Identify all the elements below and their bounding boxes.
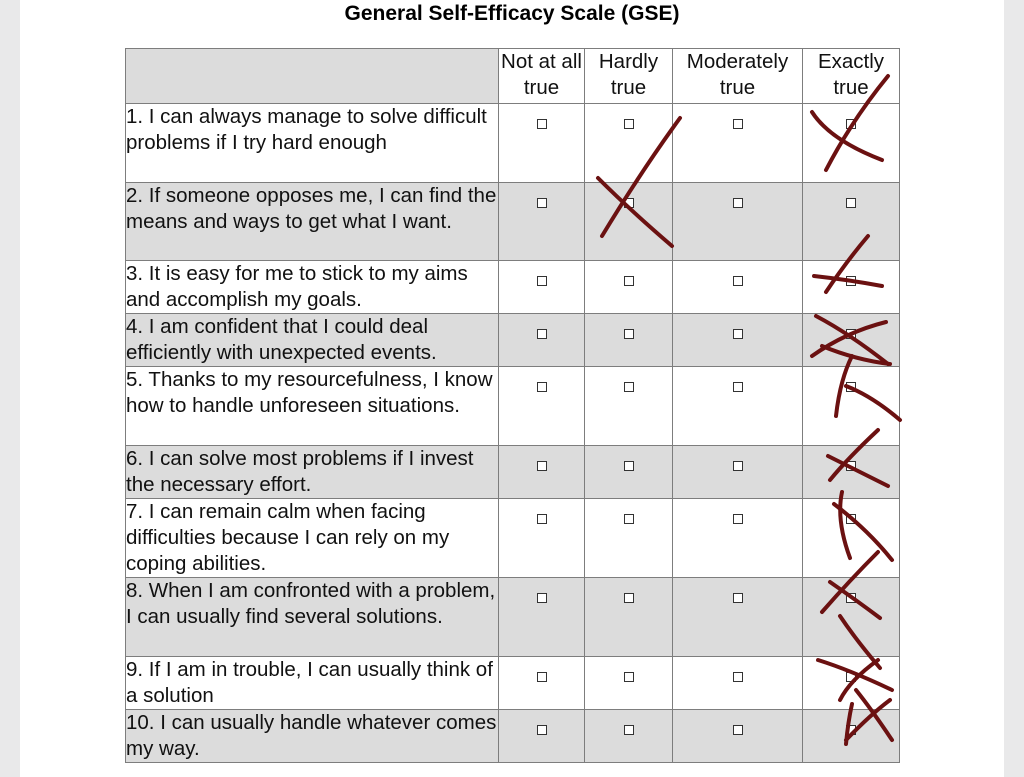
response-cell-exactly-true <box>803 261 900 314</box>
response-cell-exactly-true <box>803 499 900 578</box>
checkbox-hardly-true[interactable] <box>624 593 634 603</box>
response-cell-hardly-true <box>585 499 673 578</box>
response-cell-not-at-all-true <box>499 183 585 261</box>
item-statement: 8. When I am confronted with a problem, I can usually find several solutions. <box>126 578 499 657</box>
column-header-moderately-true: Moderately true <box>673 49 803 104</box>
table-row <box>126 578 900 657</box>
table-row <box>126 261 900 314</box>
response-cell-hardly-true <box>585 710 673 763</box>
checkbox-exactly-true[interactable] <box>846 119 856 129</box>
checkbox-exactly-true[interactable] <box>846 382 856 392</box>
response-cell-moderately-true <box>673 261 803 314</box>
table-row <box>126 367 900 446</box>
table-row <box>126 104 900 183</box>
checkbox-exactly-true[interactable] <box>846 593 856 603</box>
checkbox-exactly-true[interactable] <box>846 198 856 208</box>
column-header-exactly-true: Exactly true <box>803 49 900 104</box>
response-cell-not-at-all-true <box>499 367 585 446</box>
item-statement: 1. I can always manage to solve difficult problems if I try hard enough <box>126 104 499 183</box>
checkbox-exactly-true[interactable] <box>846 725 856 735</box>
column-header-hardly-true: Hardly true <box>585 49 673 104</box>
item-statement: 9. If I am in trouble, I can usually think of a solution <box>126 657 499 710</box>
header-corner-cell <box>126 49 499 104</box>
checkbox-hardly-true[interactable] <box>624 198 634 208</box>
checkbox-not-at-all-true[interactable] <box>537 329 547 339</box>
checkbox-not-at-all-true[interactable] <box>537 198 547 208</box>
response-cell-moderately-true <box>673 710 803 763</box>
item-statement: 3. It is easy for me to stick to my aims and accomplish my goals. <box>126 261 499 314</box>
response-cell-not-at-all-true <box>499 578 585 657</box>
gse-table <box>125 48 900 763</box>
item-statement: 6. I can solve most problems if I invest the necessary effort. <box>126 446 499 499</box>
checkbox-hardly-true[interactable] <box>624 382 634 392</box>
response-cell-hardly-true <box>585 578 673 657</box>
checkbox-exactly-true[interactable] <box>846 276 856 286</box>
response-cell-moderately-true <box>673 314 803 367</box>
checkbox-moderately-true[interactable] <box>733 329 743 339</box>
response-cell-hardly-true <box>585 657 673 710</box>
checkbox-not-at-all-true[interactable] <box>537 461 547 471</box>
table-row <box>126 314 900 367</box>
checkbox-hardly-true[interactable] <box>624 329 634 339</box>
response-cell-hardly-true <box>585 104 673 183</box>
table-row <box>126 657 900 710</box>
response-cell-not-at-all-true <box>499 710 585 763</box>
response-cell-exactly-true <box>803 104 900 183</box>
response-cell-exactly-true <box>803 710 900 763</box>
response-cell-exactly-true <box>803 367 900 446</box>
response-cell-not-at-all-true <box>499 657 585 710</box>
response-cell-hardly-true <box>585 446 673 499</box>
checkbox-moderately-true[interactable] <box>733 593 743 603</box>
checkbox-not-at-all-true[interactable] <box>537 382 547 392</box>
table-row <box>126 446 900 499</box>
checkbox-hardly-true[interactable] <box>624 725 634 735</box>
checkbox-not-at-all-true[interactable] <box>537 276 547 286</box>
checkbox-not-at-all-true[interactable] <box>537 514 547 524</box>
column-header-not-at-all-true: Not at all true <box>499 49 585 104</box>
checkbox-moderately-true[interactable] <box>733 119 743 129</box>
response-cell-exactly-true <box>803 657 900 710</box>
response-cell-moderately-true <box>673 578 803 657</box>
response-cell-hardly-true <box>585 183 673 261</box>
checkbox-hardly-true[interactable] <box>624 672 634 682</box>
checkbox-not-at-all-true[interactable] <box>537 672 547 682</box>
checkbox-hardly-true[interactable] <box>624 514 634 524</box>
response-cell-exactly-true <box>803 183 900 261</box>
table-row <box>126 183 900 261</box>
checkbox-moderately-true[interactable] <box>733 382 743 392</box>
checkbox-hardly-true[interactable] <box>624 276 634 286</box>
response-cell-moderately-true <box>673 499 803 578</box>
item-statement: 7. I can remain calm when facing difficulties because I can rely on my coping abilities. <box>126 499 499 578</box>
response-cell-exactly-true <box>803 314 900 367</box>
item-statement: 5. Thanks to my resourcefulness, I know how to handle unforeseen situations. <box>126 367 499 446</box>
checkbox-exactly-true[interactable] <box>846 329 856 339</box>
checkbox-moderately-true[interactable] <box>733 725 743 735</box>
response-cell-moderately-true <box>673 104 803 183</box>
item-statement: 2. If someone opposes me, I can find the means and ways to get what I want. <box>126 183 499 261</box>
checkbox-not-at-all-true[interactable] <box>537 119 547 129</box>
checkbox-hardly-true[interactable] <box>624 461 634 471</box>
response-cell-moderately-true <box>673 657 803 710</box>
response-cell-not-at-all-true <box>499 446 585 499</box>
response-cell-moderately-true <box>673 367 803 446</box>
response-cell-not-at-all-true <box>499 499 585 578</box>
checkbox-exactly-true[interactable] <box>846 461 856 471</box>
checkbox-hardly-true[interactable] <box>624 119 634 129</box>
item-statement: 10. I can usually handle whatever comes my way. <box>126 710 499 763</box>
checkbox-moderately-true[interactable] <box>733 461 743 471</box>
response-cell-not-at-all-true <box>499 314 585 367</box>
table-row <box>126 499 900 578</box>
response-cell-not-at-all-true <box>499 261 585 314</box>
checkbox-moderately-true[interactable] <box>733 276 743 286</box>
checkbox-not-at-all-true[interactable] <box>537 593 547 603</box>
checkbox-not-at-all-true[interactable] <box>537 725 547 735</box>
response-cell-hardly-true <box>585 261 673 314</box>
response-cell-hardly-true <box>585 367 673 446</box>
response-cell-moderately-true <box>673 183 803 261</box>
response-cell-moderately-true <box>673 446 803 499</box>
response-cell-exactly-true <box>803 446 900 499</box>
checkbox-exactly-true[interactable] <box>846 514 856 524</box>
table-row <box>126 710 900 763</box>
response-cell-exactly-true <box>803 578 900 657</box>
response-cell-not-at-all-true <box>499 104 585 183</box>
page-title: General Self-Efficacy Scale (GSE) <box>344 2 680 25</box>
checkbox-moderately-true[interactable] <box>733 198 743 208</box>
checkbox-moderately-true[interactable] <box>733 514 743 524</box>
item-statement: 4. I am confident that I could deal efficiently with unexpected events. <box>126 314 499 367</box>
checkbox-moderately-true[interactable] <box>733 672 743 682</box>
response-cell-hardly-true <box>585 314 673 367</box>
checkbox-exactly-true[interactable] <box>846 672 856 682</box>
